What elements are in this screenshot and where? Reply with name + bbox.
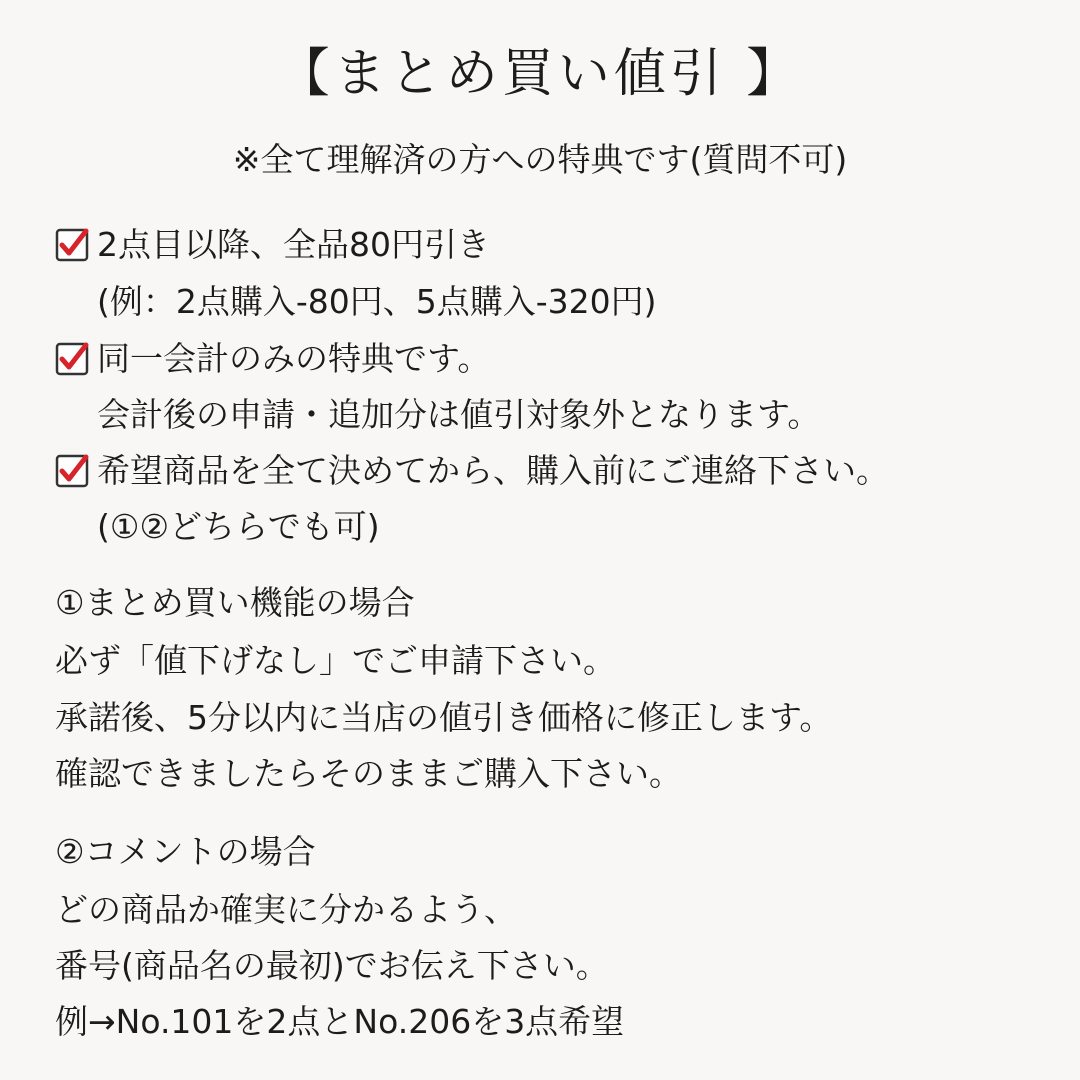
check-mark-icon — [55, 452, 91, 488]
page-subtitle: ※全て理解済の方への特典です(質問不可) — [232, 140, 848, 179]
checklist-item-note: (例：2点購入-80円、5点購入-320円) — [97, 282, 657, 321]
method2-line: どの商品か確実に分かるよう、 — [55, 890, 517, 929]
check-mark-icon — [55, 226, 91, 262]
checklist-item-1 — [55, 226, 490, 262]
checklist-item-text: 2点目以降、全品80円引き — [97, 224, 490, 264]
page-title: 【まとめ買い値引 】 — [277, 44, 803, 104]
checklist-item-text: 同一会計のみの特典です。 — [97, 338, 491, 378]
checklist-item-3 — [55, 452, 889, 488]
checklist-item-text: 希望商品を全て決めてから、購入前にご連絡下さい。 — [97, 450, 889, 490]
checklist-item-2 — [55, 340, 490, 376]
check-mark-icon — [55, 340, 91, 376]
checklist-item-note: 会計後の申請・追加分は値引対象外となります。 — [97, 395, 821, 434]
method1-heading: ①まとめ買い機能の場合 — [55, 583, 415, 622]
method2-line: 番号(商品名の最初)でお伝え下さい。 — [55, 946, 609, 985]
method1-line: 確認できましたらそのままご購入下さい。 — [55, 754, 682, 793]
method1-line: 承諾後、5分以内に当店の値引き価格に修正します。 — [55, 698, 833, 737]
checklist-item-note: (①②どちらでも可) — [97, 507, 380, 546]
method2-line: 例→No.101を2点とNo.206を3点希望 — [55, 1002, 625, 1041]
method2-heading: ②コメントの場合 — [55, 832, 316, 871]
method1-line: 必ず「値下げなし」でご申請下さい。 — [55, 641, 616, 680]
